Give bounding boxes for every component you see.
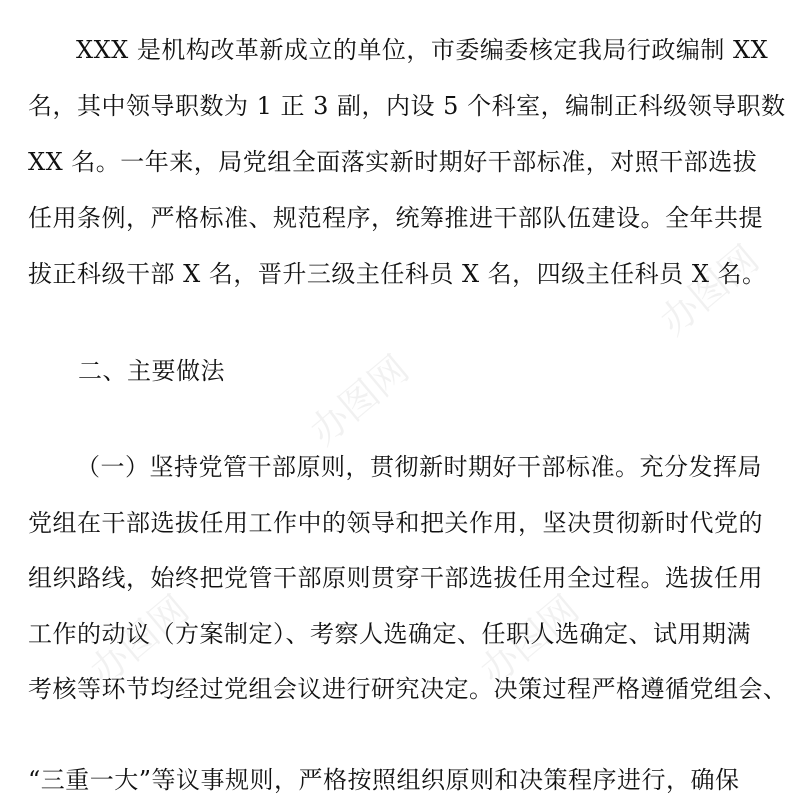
paragraph-2-line-2: 党组在干部选拔任用工作中的领导和把关作用，坚决贯彻新时代党的 (28, 509, 763, 537)
paragraph-2-line-1: （一）坚持党管干部原则，贯彻新时期好干部标准。充分发挥局 (76, 453, 762, 481)
paragraph-1-line-3: XX 名。一年来，局党组全面落实新时期好干部标准，对照干部选拔 (28, 148, 758, 176)
watermark: 办图网 (471, 586, 588, 694)
paragraph-1-line-1: XXX 是机构改革新成立的单位，市委编委核定我局行政编制 XX (76, 36, 769, 64)
paragraph-2-line-4: 工作的动议（方案制定）、考察人选确定、任职人选确定、试用期满 (28, 620, 751, 648)
watermark: 办图网 (651, 236, 768, 344)
watermark: 办图网 (81, 586, 198, 694)
paragraph-1-line-2: 名，其中领导职数为 1 正 3 副，内设 5 个科室，编制正科级领导职数 (28, 92, 786, 120)
watermark: 办图网 (301, 346, 418, 454)
paragraph-2-line-3: 组织路线，始终把党管干部原则贯穿干部选拔任用全过程。选拔任用 (28, 564, 763, 592)
section-heading: 二、主要做法 (78, 357, 225, 385)
paragraph-2-line-6: “三重一大”等议事规则，严格按照组织原则和决策程序进行，确保 (28, 766, 740, 794)
paragraph-1-line-4: 任用条例，严格标准、规范程序，统筹推进干部队伍建设。全年共提 (28, 204, 763, 232)
paragraph-1-line-5: 拔正科级干部 X 名，晋升三级主任科员 X 名，四级主任科员 X 名。 (28, 260, 767, 288)
paragraph-2-line-5: 考核等环节均经过党组会议进行研究决定。决策过程严格遵循党组会、 (28, 675, 788, 703)
